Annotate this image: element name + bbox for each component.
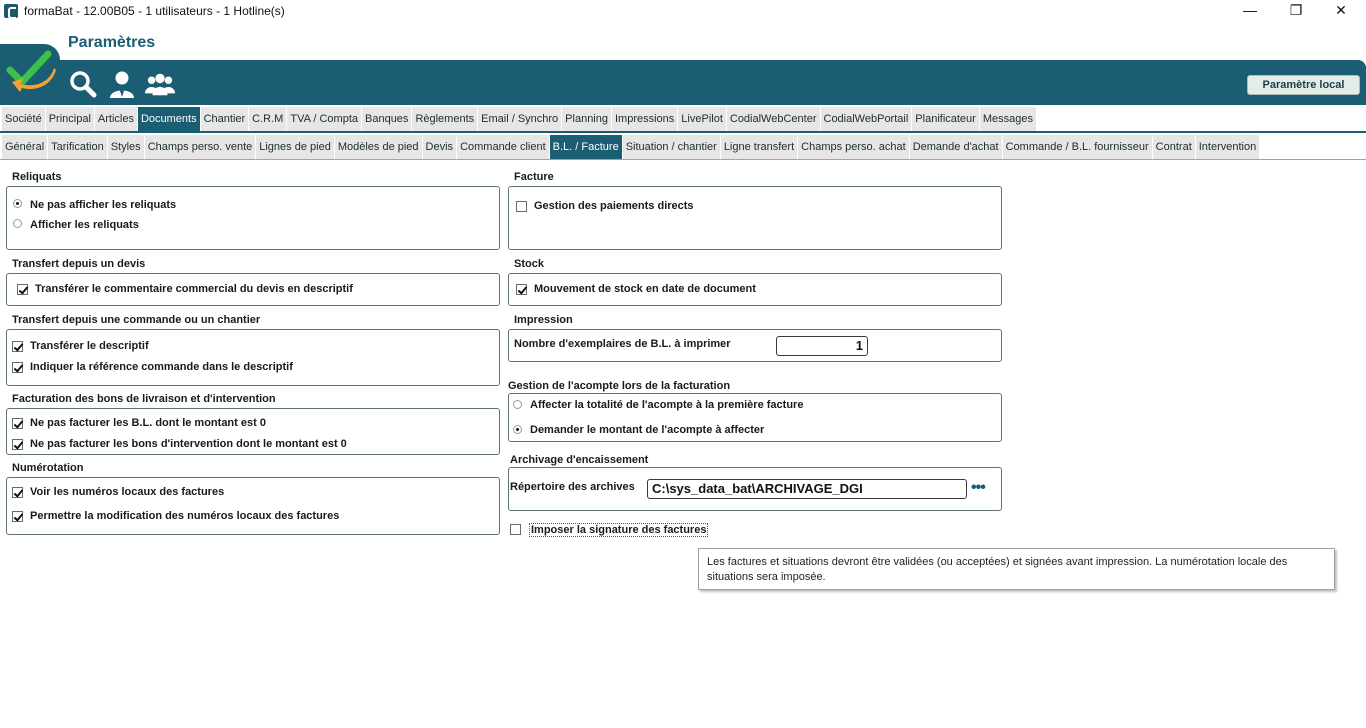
facturation-title: Facturation des bons de livraison et d'intervention	[12, 393, 276, 405]
subtab-lignes-de-pied[interactable]: Lignes de pied	[256, 135, 335, 159]
subtab-ligne-transfert[interactable]: Ligne transfert	[721, 135, 798, 159]
voir-numeros-locaux-checkbox[interactable]	[12, 487, 23, 498]
search-icon[interactable]	[68, 70, 98, 98]
acompte-title: Gestion de l'acompte lors de la facturation	[508, 380, 731, 392]
sub-tabs-underline	[0, 159, 1366, 160]
transfert-commentaire-label[interactable]: Transférer le commentaire commercial du devis en descriptif	[35, 283, 353, 295]
tooltip: Les factures et situations devront être validées (ou acceptées) et signées avant impression. La numérotation locale des situations sera imposée.	[698, 548, 1335, 590]
subtab-situation-chantier[interactable]: Situation / chantier	[623, 135, 721, 159]
parametre-local-button[interactable]: Paramètre local	[1247, 75, 1360, 95]
window-title: formaBat - 12.00B05 - 1 utilisateurs - 1 Hotline(s)	[24, 4, 285, 18]
repertoire-archives-label: Répertoire des archives	[510, 481, 635, 493]
numerotation-title: Numérotation	[12, 462, 84, 474]
facture-title: Facture	[514, 171, 554, 183]
repertoire-archives-input[interactable]: C:\sys_data_bat\ARCHIVAGE_DGI	[647, 479, 967, 499]
acompte-totalite-label[interactable]: Affecter la totalité de l'acompte à la première facture	[530, 399, 804, 411]
subtab-g-n-ral[interactable]: Général	[2, 135, 48, 159]
stock-title: Stock	[514, 258, 544, 270]
subtab-mod-les-de-pied[interactable]: Modèles de pied	[335, 135, 423, 159]
subtab-intervention[interactable]: Intervention	[1196, 135, 1260, 159]
browse-folder-button[interactable]: •••	[971, 479, 985, 496]
check-logo-icon[interactable]	[4, 48, 56, 94]
tab-messages[interactable]: Messages	[980, 107, 1037, 131]
paiements-directs-label[interactable]: Gestion des paiements directs	[534, 200, 694, 212]
acompte-demander-label[interactable]: Demander le montant de l'acompte à affecter	[530, 424, 765, 436]
close-button[interactable]: ✕	[1335, 2, 1347, 18]
paiements-directs-checkbox[interactable]	[516, 201, 527, 212]
tab-banques[interactable]: Banques	[362, 107, 412, 131]
tab-soci-t[interactable]: Société	[2, 107, 46, 131]
tab-tva-compta[interactable]: TVA / Compta	[287, 107, 362, 131]
reference-commande-label[interactable]: Indiquer la référence commande dans le descriptif	[30, 361, 293, 373]
modification-numeros-locaux-label[interactable]: Permettre la modification des numéros locaux des factures	[30, 510, 340, 522]
tab-chantier[interactable]: Chantier	[201, 107, 250, 131]
reference-commande-checkbox[interactable]	[12, 362, 23, 373]
intervention-montant-zero-checkbox[interactable]	[12, 439, 23, 450]
main-tabs-underline	[0, 131, 1366, 133]
mouvement-stock-checkbox[interactable]	[516, 284, 527, 295]
tab-r-glements[interactable]: Règlements	[412, 107, 478, 131]
maximize-button[interactable]: ❐	[1289, 2, 1303, 18]
subtab-champs-perso-achat[interactable]: Champs perso. achat	[798, 135, 910, 159]
bl-montant-zero-checkbox[interactable]	[12, 418, 23, 429]
tab-codialwebcenter[interactable]: CodialWebCenter	[727, 107, 821, 131]
reliquats-hide-radio[interactable]	[13, 199, 22, 208]
impression-title: Impression	[514, 314, 573, 326]
sub-tabs	[2, 135, 1260, 159]
users-group-icon[interactable]	[145, 70, 175, 98]
reliquats-hide-label[interactable]: Ne pas afficher les reliquats	[30, 199, 177, 211]
transfert-commentaire-checkbox[interactable]	[17, 284, 28, 295]
subtab-styles[interactable]: Styles	[108, 135, 145, 159]
subtab-demande-d-achat[interactable]: Demande d'achat	[910, 135, 1003, 159]
reliquats-title: Reliquats	[12, 171, 62, 183]
transfert-commande-group	[6, 329, 500, 386]
tab-livepilot[interactable]: LivePilot	[678, 107, 727, 131]
transfert-commande-title: Transfert depuis une commande ou un chantier	[12, 314, 261, 326]
signature-factures-checkbox[interactable]	[510, 524, 521, 535]
tab-planning[interactable]: Planning	[562, 107, 612, 131]
tab-email-synchro[interactable]: Email / Synchro	[478, 107, 562, 131]
intervention-montant-zero-label[interactable]: Ne pas facturer les bons d'intervention dont le montant est 0	[30, 438, 347, 450]
header-toolbar	[0, 66, 1366, 105]
tab-documents[interactable]: Documents	[138, 107, 201, 131]
subtab-commande-b-l-fournisseur[interactable]: Commande / B.L. fournisseur	[1003, 135, 1153, 159]
page-title: Paramètres	[68, 34, 156, 51]
app-icon	[4, 4, 18, 18]
facture-group	[508, 186, 1002, 250]
subtab-commande-client[interactable]: Commande client	[457, 135, 550, 159]
nombre-exemplaires-label: Nombre d'exemplaires de B.L. à imprimer	[514, 338, 731, 350]
subtab-champs-perso-vente[interactable]: Champs perso. vente	[145, 135, 257, 159]
acompte-demander-radio[interactable]	[513, 425, 522, 434]
minimize-button[interactable]: —	[1243, 2, 1257, 18]
user-icon[interactable]	[107, 70, 137, 98]
reliquats-group	[6, 186, 500, 250]
subtab-tarification[interactable]: Tarification	[48, 135, 108, 159]
transferer-descriptif-checkbox[interactable]	[12, 341, 23, 352]
main-tabs	[2, 107, 1037, 131]
nombre-exemplaires-input[interactable]: 1	[776, 336, 868, 356]
subtab-b-l-facture[interactable]: B.L. / Facture	[550, 135, 623, 159]
tab-c-r-m[interactable]: C.R.M	[249, 107, 287, 131]
tab-articles[interactable]: Articles	[95, 107, 138, 131]
voir-numeros-locaux-label[interactable]: Voir les numéros locaux des factures	[30, 486, 225, 498]
tab-principal[interactable]: Principal	[46, 107, 95, 131]
mouvement-stock-label[interactable]: Mouvement de stock en date de document	[534, 283, 756, 295]
reliquats-show-label[interactable]: Afficher les reliquats	[30, 219, 139, 231]
subtab-devis[interactable]: Devis	[423, 135, 458, 159]
modification-numeros-locaux-checkbox[interactable]	[12, 511, 23, 522]
archivage-title: Archivage d'encaissement	[510, 454, 649, 466]
tab-codialwebportail[interactable]: CodialWebPortail	[821, 107, 913, 131]
acompte-totalite-radio[interactable]	[513, 400, 522, 409]
bl-montant-zero-label[interactable]: Ne pas facturer les B.L. dont le montant est 0	[30, 417, 266, 429]
signature-factures-label[interactable]: Imposer la signature des factures	[531, 524, 707, 536]
transferer-descriptif-label[interactable]: Transférer le descriptif	[30, 340, 149, 352]
tab-impressions[interactable]: Impressions	[612, 107, 678, 131]
tab-planificateur[interactable]: Planificateur	[912, 107, 980, 131]
transfert-devis-title: Transfert depuis un devis	[12, 258, 146, 270]
reliquats-show-radio[interactable]	[13, 219, 22, 228]
subtab-contrat[interactable]: Contrat	[1153, 135, 1196, 159]
